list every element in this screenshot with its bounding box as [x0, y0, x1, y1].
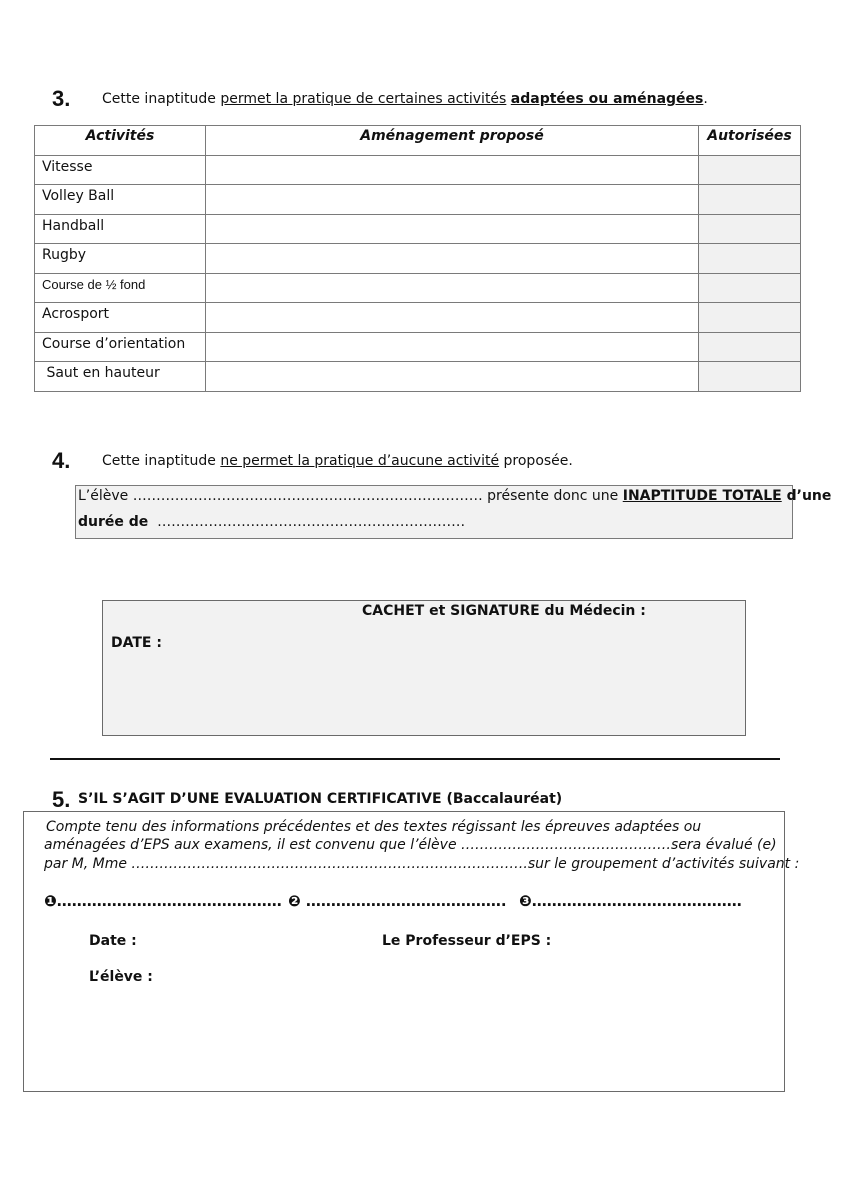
amenagement-field[interactable]: [206, 273, 699, 303]
eleve-label: L’élève :: [89, 969, 153, 985]
table-row: [35, 362, 801, 392]
header-autorisees: Autorisées: [699, 126, 801, 156]
bac-date-label: Date :: [89, 933, 137, 949]
duree-field[interactable]: …………………………………………………………: [148, 514, 466, 530]
section-3-number: 3.: [52, 86, 71, 111]
duree-label: durée de: [78, 514, 149, 530]
table-row: [35, 155, 801, 185]
choice-2-field[interactable]: ❷ ………………………………….: [288, 892, 507, 910]
table-row: [35, 303, 801, 333]
activity-cell: Rugby: [35, 244, 206, 274]
activity-cell: Course d’orientation: [35, 332, 206, 362]
section-5-number: 5.: [52, 787, 71, 812]
autorisee-field[interactable]: [699, 185, 801, 215]
activity-cell: Handball: [35, 214, 206, 244]
autorisee-field[interactable]: [699, 273, 801, 303]
table-header-row: [35, 126, 801, 156]
activity-cell: Saut en hauteur: [35, 362, 206, 392]
autorisee-field[interactable]: [699, 155, 801, 185]
amenagement-field[interactable]: [206, 155, 699, 185]
autorisee-field[interactable]: [699, 332, 801, 362]
medecin-stamp-box[interactable]: [102, 600, 746, 736]
autorisee-field[interactable]: [699, 362, 801, 392]
activity-cell: Vitesse: [35, 155, 206, 185]
prof-eps-label: Le Professeur d’EPS :: [382, 933, 552, 949]
section-4-number: 4.: [52, 448, 71, 473]
header-amenagement: Aménagement proposé: [206, 126, 699, 156]
section-5-title: S’IL S’AGIT D’UNE EVALUATION CERTIFICATIVE (Baccalauréat): [78, 791, 563, 807]
inaptitude-totale-box: [75, 485, 832, 539]
section-3-intro-bold: adaptées ou aménagées: [510, 91, 704, 107]
section-4-intro: Cette inaptitude ne permet la pratique d’aucune activité proposée.: [102, 453, 573, 469]
section-divider: [50, 758, 780, 760]
activities-table: [34, 125, 801, 392]
bac-text-line-3[interactable]: par M, Mme ………………………………………………………………………….sur le groupement d’activités suivant :: [44, 856, 800, 872]
amenagement-field[interactable]: [206, 303, 699, 333]
activity-cell: Acrosport: [35, 303, 206, 333]
activity-cell: Volley Ball: [35, 185, 206, 215]
stamp-date-label: DATE :: [111, 635, 162, 651]
amenagement-field[interactable]: [206, 244, 699, 274]
table-row: [35, 273, 801, 303]
evaluation-certificative-box: [23, 811, 800, 1092]
header-activites: Activités: [35, 126, 206, 156]
choice-3-field[interactable]: ❸……………………………………: [519, 892, 742, 910]
section-3-intro-underlined: permet la pratique de certaines activités: [220, 91, 507, 107]
choice-1-field[interactable]: ❶………………………………………: [44, 892, 282, 910]
amenagement-field[interactable]: [206, 214, 699, 244]
autorisee-field[interactable]: [699, 303, 801, 333]
autorisee-field[interactable]: [699, 214, 801, 244]
inaptitude-totale-label: INAPTITUDE TOTALE: [622, 488, 782, 504]
amenagement-field[interactable]: [206, 185, 699, 215]
table-row: [35, 244, 801, 274]
amenagement-field[interactable]: [206, 332, 699, 362]
section-4-intro-underlined: ne permet la pratique d’aucune activité: [220, 453, 500, 469]
section-3-intro: Cette inaptitude permet la pratique de certaines activités adaptées ou aménagées.: [102, 91, 708, 107]
table-row: [35, 332, 801, 362]
totale-line-1: L’élève ………………………………………………………………… présente donc une INAPTITUDE TOTALE d’une: [78, 488, 832, 504]
autorisee-field[interactable]: [699, 244, 801, 274]
cachet-signature-label: CACHET et SIGNATURE du Médecin :: [362, 603, 646, 619]
table-row: [35, 214, 801, 244]
amenagement-field[interactable]: [206, 362, 699, 392]
bac-text-line-2[interactable]: aménagées d’EPS aux examens, il est convenu que l’élève ………………………………………sera évalué (e): [44, 837, 777, 853]
table-row: [35, 185, 801, 215]
totale-line-2: [78, 514, 465, 530]
activity-cell: Course de ½ fond: [35, 273, 206, 303]
bac-text-line-1: Compte tenu des informations précédentes et des textes régissant les épreuves adaptées ou: [46, 819, 702, 835]
